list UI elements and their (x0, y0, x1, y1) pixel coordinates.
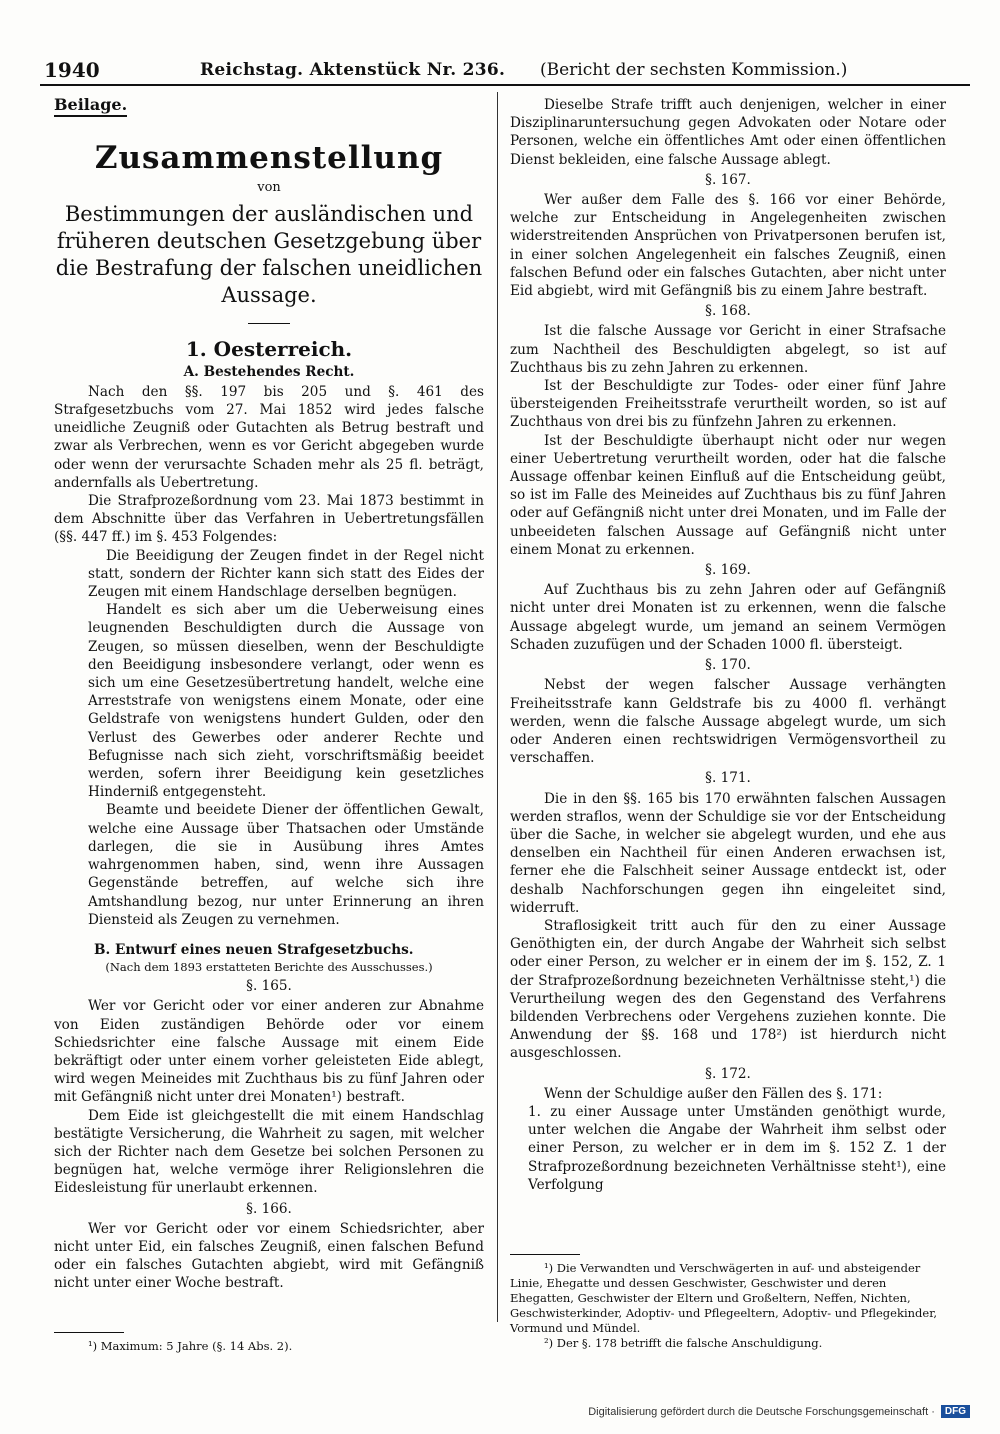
title-rule (248, 323, 290, 324)
right-footnotes (510, 1244, 946, 1351)
left-footnotes (54, 1332, 484, 1354)
section-number: §. 170. (705, 657, 751, 674)
quoted-paragraph: Beamte und beeidete Diener der öffentlichen Gewalt, welche eine Aussage über Thatsachen oder Umstände darlegen, die sie in Ausübung ihres Amtes wahrgenommen haben, sind, wenn ihre Aussagen Gegenstände betreffen, auf welche sich ihre Amtshandlung bezog, nur unter Erinnerung an ihren Diensteid als Zeugen zu vernehmen. (88, 802, 484, 928)
paragraph: Nebst der wegen falscher Aussage verhängten Freiheitsstrafe kann Geldstrafe bis zu 4000 fl. verhängt werden, wenn die falsche Aussage abgelegt wurde, um sich oder Anderen einen rechtswidrigen Vermögensvortheil zu verschaffen. (510, 677, 946, 767)
footnote: ¹) Die Verwandten und Verschwägerten in auf- und absteigender Linie, Ehegatte und dessen Geschwister, Geschwister und deren Ehegatten, Geschwister der Eltern und Großeltern, Neffen, Nichten, Geschwisterkinder, Adoptiv- und Pflegeeltern, Adoptiv- und Pflegekinder, Vormund und Mündel. (510, 1261, 938, 1335)
page-header (40, 54, 970, 86)
running-title: Reichstag. Aktenstück Nr. 236. (200, 60, 506, 80)
paragraph: Die in den §§. 165 bis 170 erwähnten falschen Aussagen werden straflos, wenn der Schuldige sie vor der Entscheidung über die Sache, in welcher sie abgelegt wurden, und ehe aus denselben ein Nachtheil für einen Anderen erwachsen ist, ferner ehe die Falschheit seiner Aussage entdeckt ist, oder deshalb Nachforschungen gegen ihn eingeleitet sind, widerruft. (510, 790, 946, 916)
section-b-heading: B. Entwurf eines neuen Strafgesetzbuchs. (94, 941, 414, 958)
footnote: ²) Der §. 178 betrifft die falsche Anschuldigung. (544, 1336, 823, 1350)
document-subtitle: Bestimmungen der ausländischen und früheren deutschen Gesetzgebung über die Bestrafung der falschen uneidlichen Aussage. (55, 202, 483, 308)
section-number: §. 165. (246, 978, 292, 995)
paragraph: Dieselbe Strafe trifft auch denjenigen, welcher in einer Disziplinaruntersuchung gegen Advokaten oder Notare oder Personen, welche ein öffentliches Amt oder einen öffentlichen Dienst bekleiden, eine falsche Aussage ablegt. (510, 97, 946, 168)
section-number: §. 169. (705, 562, 751, 579)
paragraph: Wer außer dem Falle des §. 166 vor einer Behörde, welche zur Entscheidung in Angelegenheiten zwischen widerstreitenden Ansprüchen von Privatpersonen berufen ist, in einer solchen Angelegenheit ein falsches Zeugniß, einen falschen Befund oder ein falsches Gutachten, aber nicht unter Eid abgiebt, wird mit Gefängniß bis zu einem Jahre bestraft. (510, 192, 946, 300)
section-b-note: (Nach dem 1893 erstatteten Berichte des Ausschusses.) (105, 960, 433, 975)
paragraph: Straflosigkeit tritt auch für den zu einer Aussage Genöthigten ein, der durch Angabe der Wahrheit sich selbst oder einer Person, zu welcher er in einem der im §. 152, Z. 1 der Strafprozeßordnung bezeichneten Verhältnisse steht,¹) die Verurtheilung wegen des den Gegenstand des Verfahrens bildenden Verbrechens oder Vergehens zuziehen konnte. Die Anwendung der §§. 168 und 178²) ist hierdurch nicht ausgeschlossen. (510, 917, 946, 1062)
right-column (510, 96, 946, 1194)
footnote-rule (510, 1254, 580, 1255)
enumerated-item: 1. zu einer Aussage unter Umständen genöthigt wurde, unter welchen die Angabe der Wahrheit ihm selbst oder einer Person, zu welcher er in dem im §. 152 Z. 1 der Strafprozeßordnung bezeichneten Verhältnisse steht¹), eine Verfolgung (528, 1103, 946, 1193)
page-number: 1940 (44, 58, 100, 82)
beilage-label: Beilage. (54, 96, 127, 117)
digitization-credit (588, 1405, 970, 1418)
paragraph: Ist die falsche Aussage vor Gericht in einer Strafsache zum Nachtheil des Beschuldigten abgelegt, so ist auf Zuchthaus bis zu zehn Jahren zu erkennen. (510, 323, 946, 376)
quoted-paragraph: Die Beeidigung der Zeugen findet in der Regel nicht statt, sondern der Richter kann sich statt des Eides der Zeugen mit einem Handschlage derselben begnügen. (88, 547, 484, 601)
paragraph: Ist der Beschuldigte zur Todes- oder einer fünf Jahre übersteigenden Freiheitsstrafe verurtheilt worden, so ist auf Zuchthaus von drei bis zu fünfzehn Jahren zu erkennen. (510, 378, 946, 431)
footnote-rule (54, 1332, 124, 1333)
paragraph: Wer vor Gericht oder vor einem Schiedsrichter, aber nicht unter Eid, ein falsches Zeugniß, einen falschen Befund oder ein falsches Gutachten abgiebt, wird mit Gefängniß nicht unter einer Woche bestraft. (54, 1220, 484, 1292)
paragraph: Wenn der Schuldige außer den Fällen des §. 171: (544, 1085, 883, 1102)
left-column (54, 96, 484, 1293)
paragraph: Wer vor Gericht oder vor einer anderen zur Abnahme von Eiden zuständigen Behörde oder vor einem Schiedsrichter eine falsche Aussage mit einem Eide bekräftigt oder unter einem vorher geleisteten Eide ablegt, wird wegen Meineides mit Zuchthaus bis zu fünf Jahren oder mit Gefängniß nicht unter drei Monaten¹) bestraft. (54, 998, 484, 1106)
digitization-text: Digitalisierung gefördert durch die Deutsche Forschungsgemeinschaft · (588, 1405, 935, 1418)
document-title: Zusammenstellung (94, 140, 444, 177)
footnote: ¹) Maximum: 5 Jahre (§. 14 Abs. 2). (88, 1339, 293, 1353)
dfg-logo: DFG (941, 1405, 970, 1418)
section-number: §. 167. (705, 171, 751, 188)
paragraph: Auf Zuchthaus bis zu zehn Jahren oder auf Gefängniß nicht unter drei Monaten ist zu erkennen, wenn die falsche Aussage abgelegt wurde, um jemand an seinem Vermögen Schaden zuzufügen und der Schaden 1000 fl. übersteigt. (510, 582, 946, 653)
paragraph: Ist der Beschuldigte überhaupt nicht oder nur wegen einer Uebertretung verurtheilt worden, oder hat die falsche Aussage offenbar keinen Einfluß auf die Entscheidung geübt, so ist im Falle des Meineides auf Zuchthaus bis zu fünf Jahren oder auf Gefängniß nicht unter drei Monaten, und im Falle der unbeeideten falschen Aussage auf Gefängniß nicht unter einem Monat zu erkennen. (510, 432, 946, 558)
paragraph: Dem Eide ist gleichgestellt die mit einem Handschlag bestätigte Versicherung, die Wahrheit zu sagen, mit welcher sich der Richter nach dem Gesetze bei solchen Personen zu begnügen hat, welche vermöge ihrer Religionslehren die Eidesleistung für unerlaubt erkennen. (54, 1107, 484, 1197)
section-number: §. 171. (705, 770, 751, 787)
column-divider (497, 92, 498, 1322)
title-von: von (257, 180, 281, 196)
country-heading: 1. Oesterreich. (185, 337, 353, 362)
quoted-paragraph: Handelt es sich aber um die Ueberweisung eines leugnenden Beschuldigten durch die Aussage von Zeugen, so müssen dieselben, wenn der Beschuldigte den Beeidigung insbesondere verlangt, oder wenn es sich um eine Gesetzesübertretung handelt, welche eine Arreststrafe von wenigstens einem Monate, oder eine Geldstrafe von wenigstens hundert Gulden, oder den Verlust des Gewerbes oder anderer Rechte und Befugnisse nach sich zieht, vorschriftsmäßig beeidet werden, sofern ihrer Beeidigung kein gesetzliches Hinderniß entgegensteht. (88, 602, 484, 801)
paragraph: Nach den §§. 197 bis 205 und §. 461 des Strafgesetzbuchs vom 27. Mai 1852 wird jedes falsche uneidliche Zeugniß oder Gutachten als Betrug bestraft und zwar als Verbrechen, wenn es vor Gericht abgegeben wurde oder wenn der verursachte Schaden mehr als 25 fl. beträgt, andernfalls als Uebertretung. (54, 383, 484, 491)
section-number: §. 172. (705, 1065, 751, 1082)
paragraph: Die Strafprozeßordnung vom 23. Mai 1873 bestimmt in dem Abschnitte über das Verfahren in Uebertretungsfällen (§§. 447 ff.) im §. 453 Folgendes: (54, 493, 484, 546)
section-a-heading: A. Bestehendes Recht. (183, 363, 355, 380)
section-number: §. 168. (705, 303, 751, 320)
section-number: §. 166. (246, 1200, 292, 1217)
running-subtitle: (Bericht der sechsten Kommission.) (540, 60, 848, 80)
